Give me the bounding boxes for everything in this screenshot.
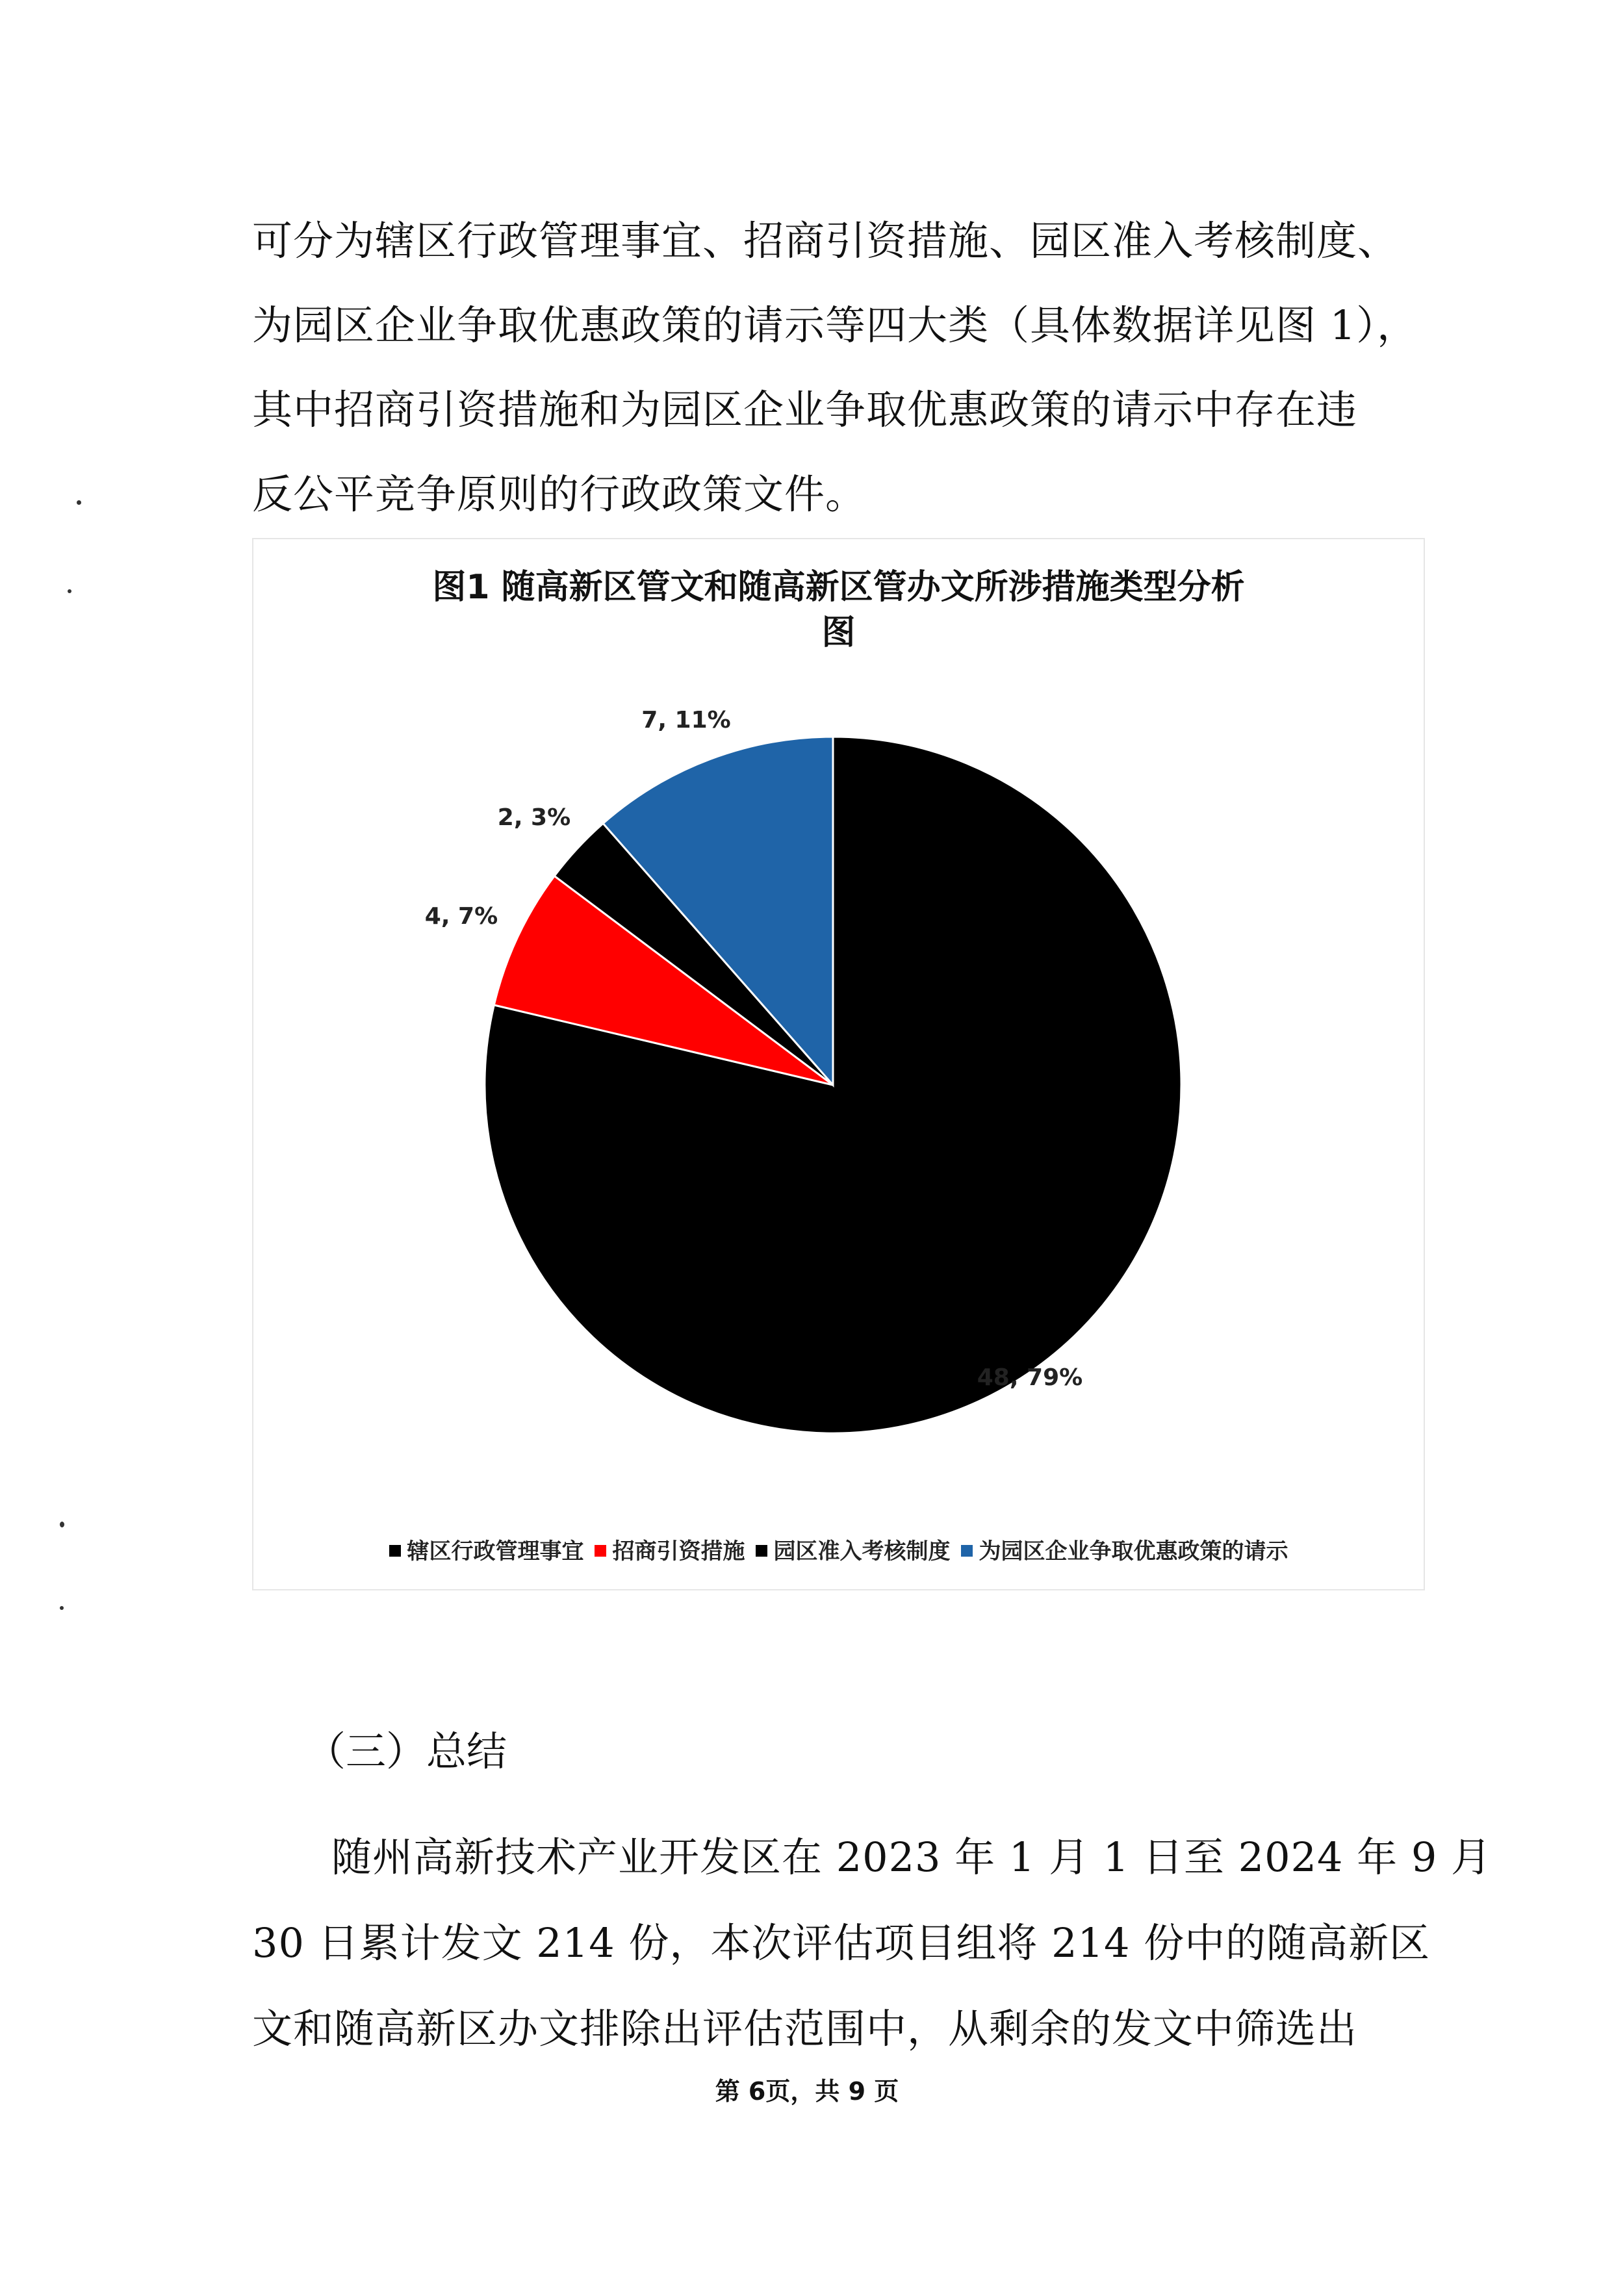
paragraph-line: 为园区企业争取优惠政策的请示等四大类（具体数据详见图 1），	[252, 301, 1418, 349]
scan-speck	[60, 1606, 64, 1610]
legend-swatch	[389, 1545, 401, 1557]
paragraph-line: 可分为辖区行政管理事宜、招商引资措施、园区准入考核制度、	[252, 217, 1399, 264]
legend-item-4	[961, 1533, 1288, 1565]
scan-speck	[68, 589, 71, 593]
legend-item-1	[389, 1533, 584, 1565]
pie-slice-label-3: 2, 3%	[497, 804, 571, 831]
paragraph-line: 其中招商引资措施和为园区企业争取优惠政策的请示中存在违	[252, 386, 1358, 433]
section-heading: （三）总结	[305, 1728, 507, 1775]
paragraph-line: 随州高新技术产业开发区在 2023 年 1 月 1 日至 2024 年 9 月	[331, 1833, 1492, 1881]
pie-chart-figure	[252, 538, 1425, 1590]
chart-legend	[253, 1533, 1424, 1565]
legend-swatch	[595, 1545, 606, 1557]
scan-speck	[77, 500, 81, 505]
page-number: 第 6页，共 9 页	[715, 2077, 899, 2106]
legend-item-3	[756, 1533, 951, 1565]
paragraph-line: 30 日累计发文 214 份，本次评估项目组将 214 份中的随高新区	[252, 1919, 1431, 1967]
legend-item-2	[595, 1533, 745, 1565]
legend-label: 招商引资措施	[612, 1538, 745, 1564]
pie-slice-label-1: 48, 79%	[977, 1364, 1083, 1391]
legend-label: 园区准入考核制度	[773, 1538, 951, 1564]
legend-label: 辖区行政管理事宜	[407, 1538, 584, 1564]
legend-swatch	[756, 1545, 767, 1557]
paragraph-line: 反公平竞争原则的行政政策文件。	[252, 470, 867, 518]
pie-slice-label-4: 7, 11%	[641, 707, 731, 733]
chart-title-line-2: 图	[821, 613, 856, 652]
pie-chart	[253, 539, 1424, 1514]
legend-label: 为园区企业争取优惠政策的请示	[979, 1538, 1288, 1564]
legend-swatch	[961, 1545, 973, 1557]
chart-title-line-1: 图1 随高新区管文和随高新区管办文所涉措施类型分析	[432, 568, 1245, 607]
paragraph-line: 文和随高新区办文排除出评估范围中，从剩余的发文中筛选出	[252, 2005, 1358, 2052]
pie-slice-label-2: 4, 7%	[424, 903, 498, 930]
scan-speck	[60, 1522, 64, 1527]
